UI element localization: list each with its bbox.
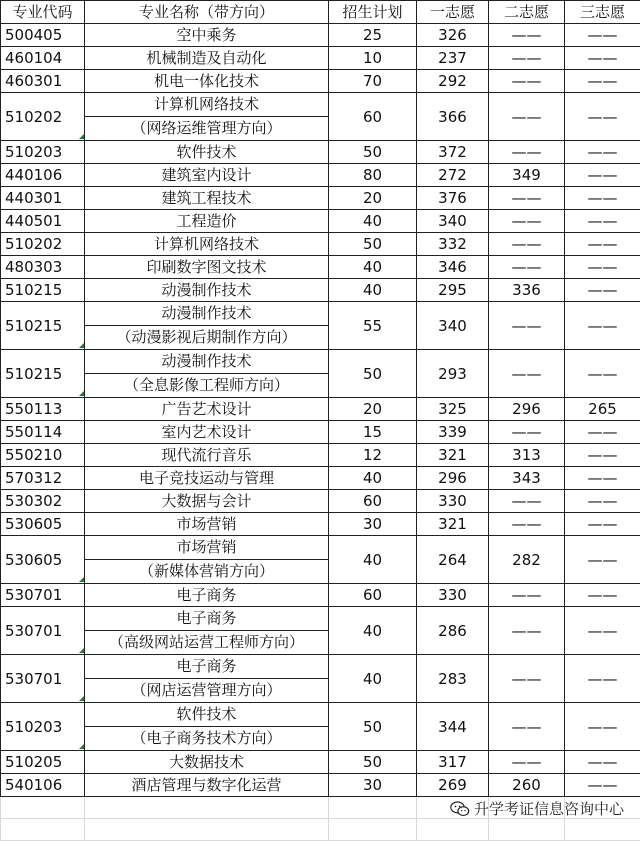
table-row <box>1 350 640 398</box>
cell-marker-icon <box>79 391 84 396</box>
third-choice-score: 265 <box>565 398 640 421</box>
major-code-text: 510202 <box>5 108 62 126</box>
major-code <box>1 655 85 703</box>
cell-marker-icon <box>79 343 84 348</box>
third-choice-score: —— <box>565 24 640 47</box>
major-code: 440301 <box>1 187 85 210</box>
major-direction-line: （全息影像工程师方向） <box>85 374 328 397</box>
second-choice-score: —— <box>489 141 565 164</box>
third-choice-score: —— <box>565 47 640 70</box>
first-choice-score: 317 <box>417 751 489 774</box>
third-choice-score: —— <box>565 490 640 513</box>
major-code-text: 530605 <box>5 551 62 569</box>
major-name: 印刷数字图文技术 <box>85 256 329 279</box>
first-choice-score: 376 <box>417 187 489 210</box>
enrollment-plan: 50 <box>329 233 417 256</box>
third-choice-score: —— <box>565 703 640 751</box>
header-code: 专业代码 <box>1 1 85 24</box>
table-row <box>1 47 640 70</box>
first-choice-score: 295 <box>417 279 489 302</box>
enrollment-plan: 60 <box>329 93 417 141</box>
enrollment-plan: 60 <box>329 490 417 513</box>
major-code: 550114 <box>1 421 85 444</box>
major-code <box>1 350 85 398</box>
second-choice-score: —— <box>489 751 565 774</box>
major-code: 540106 <box>1 774 85 797</box>
second-choice-score: —— <box>489 187 565 210</box>
second-choice-score: —— <box>489 490 565 513</box>
first-choice-score: 293 <box>417 350 489 398</box>
table-row <box>1 513 640 536</box>
major-code: 510203 <box>1 141 85 164</box>
major-name <box>85 703 329 751</box>
enrollment-plan: 10 <box>329 47 417 70</box>
major-name-line: 动漫制作技术 <box>85 302 328 326</box>
major-name <box>85 607 329 655</box>
major-name-line: 电子商务 <box>85 655 328 679</box>
table-row <box>1 490 640 513</box>
cell-marker-icon <box>79 134 84 139</box>
wechat-icon <box>450 800 470 818</box>
enrollment-plan: 15 <box>329 421 417 444</box>
major-name <box>85 93 329 141</box>
third-choice-score: —— <box>565 774 640 797</box>
table-row <box>1 24 640 47</box>
first-choice-score: 272 <box>417 164 489 187</box>
major-name-line: 软件技术 <box>85 703 328 727</box>
major-code: 530605 <box>1 513 85 536</box>
table-row <box>1 751 640 774</box>
second-choice-score: —— <box>489 350 565 398</box>
table-row <box>1 655 640 703</box>
empty-row <box>1 819 640 841</box>
header-row <box>1 1 640 24</box>
major-code: 500405 <box>1 24 85 47</box>
empty-cell <box>329 819 417 841</box>
major-name: 室内艺术设计 <box>85 421 329 444</box>
third-choice-score: —— <box>565 607 640 655</box>
empty-cell <box>417 819 489 841</box>
table-row <box>1 444 640 467</box>
cell-marker-icon <box>79 696 84 701</box>
major-code: 480303 <box>1 256 85 279</box>
enrollment-plan: 50 <box>329 703 417 751</box>
major-name-line: 计算机网络技术 <box>85 93 328 117</box>
second-choice-score: —— <box>489 24 565 47</box>
first-choice-score: 372 <box>417 141 489 164</box>
third-choice-score: —— <box>565 93 640 141</box>
enrollment-plan: 40 <box>329 655 417 703</box>
major-code: 510205 <box>1 751 85 774</box>
first-choice-score: 330 <box>417 584 489 607</box>
cell-marker-icon <box>79 648 84 653</box>
major-name: 计算机网络技术 <box>85 233 329 256</box>
cell-marker-icon <box>79 744 84 749</box>
header-first-choice: 一志愿 <box>417 1 489 24</box>
enrollment-plan: 50 <box>329 751 417 774</box>
enrollment-plan: 12 <box>329 444 417 467</box>
third-choice-score: —— <box>565 584 640 607</box>
major-name: 电子商务 <box>85 584 329 607</box>
major-code: 440501 <box>1 210 85 233</box>
table-row <box>1 584 640 607</box>
table-row <box>1 210 640 233</box>
third-choice-score: —— <box>565 233 640 256</box>
major-code-text: 530701 <box>5 670 62 688</box>
first-choice-score: 283 <box>417 655 489 703</box>
enrollment-plan: 40 <box>329 279 417 302</box>
second-choice-score: —— <box>489 703 565 751</box>
second-choice-score: —— <box>489 70 565 93</box>
third-choice-score: —— <box>565 350 640 398</box>
major-direction-line: （电子商务技术方向） <box>85 727 328 750</box>
third-choice-score: —— <box>565 467 640 490</box>
major-name: 广告艺术设计 <box>85 398 329 421</box>
header-major-name: 专业名称（带方向） <box>85 1 329 24</box>
second-choice-score: 343 <box>489 467 565 490</box>
second-choice-score: —— <box>489 302 565 350</box>
table-row <box>1 467 640 490</box>
third-choice-score: —— <box>565 444 640 467</box>
third-choice-score: —— <box>565 751 640 774</box>
table-row <box>1 607 640 655</box>
major-name: 大数据技术 <box>85 751 329 774</box>
major-name: 建筑工程技术 <box>85 187 329 210</box>
major-name: 酒店管理与数字化运营 <box>85 774 329 797</box>
enrollment-plan: 40 <box>329 210 417 233</box>
enrollment-plan: 50 <box>329 141 417 164</box>
enrollment-plan: 40 <box>329 536 417 584</box>
second-choice-score: —— <box>489 584 565 607</box>
empty-cell <box>565 819 640 841</box>
major-name-line: 市场营销 <box>85 536 328 560</box>
table-row <box>1 421 640 444</box>
empty-cell <box>489 819 565 841</box>
major-code-text: 510215 <box>5 365 62 383</box>
second-choice-score: —— <box>489 513 565 536</box>
major-code-text: 530701 <box>5 622 62 640</box>
second-choice-score: 296 <box>489 398 565 421</box>
watermark <box>450 798 624 819</box>
header-second-choice: 二志愿 <box>489 1 565 24</box>
first-choice-score: 292 <box>417 70 489 93</box>
major-name: 软件技术 <box>85 141 329 164</box>
enrollment-plan: 55 <box>329 302 417 350</box>
major-direction-line: （网络运维管理方向） <box>85 117 328 140</box>
enrollment-plan: 40 <box>329 256 417 279</box>
major-code-text: 510203 <box>5 718 62 736</box>
enrollment-plan: 80 <box>329 164 417 187</box>
third-choice-score: —— <box>565 70 640 93</box>
major-code: 530302 <box>1 490 85 513</box>
first-choice-score: 332 <box>417 233 489 256</box>
enrollment-plan: 20 <box>329 398 417 421</box>
major-name: 动漫制作技术 <box>85 279 329 302</box>
major-code: 460104 <box>1 47 85 70</box>
enrollment-plan: 40 <box>329 607 417 655</box>
first-choice-score: 339 <box>417 421 489 444</box>
table-row <box>1 93 640 141</box>
first-choice-score: 326 <box>417 24 489 47</box>
third-choice-score: —— <box>565 187 640 210</box>
third-choice-score: —— <box>565 536 640 584</box>
enrollment-plan: 40 <box>329 467 417 490</box>
third-choice-score: —— <box>565 279 640 302</box>
second-choice-score: —— <box>489 210 565 233</box>
third-choice-score: —— <box>565 513 640 536</box>
second-choice-score: 313 <box>489 444 565 467</box>
third-choice-score: —— <box>565 141 640 164</box>
first-choice-score: 330 <box>417 490 489 513</box>
empty-cell <box>85 797 329 819</box>
empty-cell <box>1 819 85 841</box>
major-code <box>1 536 85 584</box>
table-row <box>1 187 640 210</box>
first-choice-score: 269 <box>417 774 489 797</box>
third-choice-score: —— <box>565 302 640 350</box>
major-direction-line: （新媒体营销方向） <box>85 560 328 583</box>
table-row <box>1 703 640 751</box>
table-row <box>1 233 640 256</box>
enrollment-plan: 25 <box>329 24 417 47</box>
table-row <box>1 279 640 302</box>
first-choice-score: 346 <box>417 256 489 279</box>
major-name-line: 动漫制作技术 <box>85 350 328 374</box>
major-name: 建筑室内设计 <box>85 164 329 187</box>
enrollment-plan: 30 <box>329 513 417 536</box>
first-choice-score: 344 <box>417 703 489 751</box>
major-code: 440106 <box>1 164 85 187</box>
table-row <box>1 256 640 279</box>
first-choice-score: 321 <box>417 444 489 467</box>
second-choice-score: 260 <box>489 774 565 797</box>
major-code: 550113 <box>1 398 85 421</box>
major-name <box>85 536 329 584</box>
third-choice-score: —— <box>565 655 640 703</box>
major-code: 530701 <box>1 584 85 607</box>
major-name: 现代流行音乐 <box>85 444 329 467</box>
major-name: 电子竞技运动与管理 <box>85 467 329 490</box>
empty-cell <box>329 797 417 819</box>
second-choice-score: 282 <box>489 536 565 584</box>
third-choice-score: —— <box>565 256 640 279</box>
major-name-line: 电子商务 <box>85 607 328 631</box>
major-code: 510202 <box>1 233 85 256</box>
major-name <box>85 655 329 703</box>
table-row <box>1 141 640 164</box>
first-choice-score: 340 <box>417 210 489 233</box>
major-name <box>85 302 329 350</box>
major-direction-line: （高级网站运营工程师方向） <box>85 631 328 654</box>
enrollment-plan: 50 <box>329 350 417 398</box>
first-choice-score: 296 <box>417 467 489 490</box>
second-choice-score: —— <box>489 47 565 70</box>
first-choice-score: 340 <box>417 302 489 350</box>
table-row <box>1 70 640 93</box>
first-choice-score: 286 <box>417 607 489 655</box>
table-row <box>1 164 640 187</box>
enrollment-plan: 20 <box>329 187 417 210</box>
header-third-choice: 三志愿 <box>565 1 640 24</box>
first-choice-score: 321 <box>417 513 489 536</box>
enrollment-plan: 60 <box>329 584 417 607</box>
first-choice-score: 237 <box>417 47 489 70</box>
major-code <box>1 93 85 141</box>
table-row <box>1 774 640 797</box>
second-choice-score: —— <box>489 655 565 703</box>
major-code <box>1 703 85 751</box>
enrollment-plan: 70 <box>329 70 417 93</box>
major-direction-line: （网店运营管理方向） <box>85 679 328 702</box>
major-name: 大数据与会计 <box>85 490 329 513</box>
third-choice-score: —— <box>565 164 640 187</box>
second-choice-score: —— <box>489 233 565 256</box>
major-code: 510215 <box>1 279 85 302</box>
major-code <box>1 302 85 350</box>
third-choice-score: —— <box>565 210 640 233</box>
header-enrollment-plan: 招生计划 <box>329 1 417 24</box>
major-name: 机械制造及自动化 <box>85 47 329 70</box>
enrollment-plan: 30 <box>329 774 417 797</box>
second-choice-score: —— <box>489 256 565 279</box>
major-name: 机电一体化技术 <box>85 70 329 93</box>
major-name: 空中乘务 <box>85 24 329 47</box>
major-code-text: 510215 <box>5 317 62 335</box>
second-choice-score: —— <box>489 607 565 655</box>
major-name <box>85 350 329 398</box>
second-choice-score: —— <box>489 421 565 444</box>
first-choice-score: 264 <box>417 536 489 584</box>
empty-cell <box>1 797 85 819</box>
table-body <box>1 1 640 841</box>
second-choice-score: —— <box>489 93 565 141</box>
watermark-text: 升学考证信息咨询中心 <box>474 798 624 819</box>
table-row <box>1 536 640 584</box>
third-choice-score: —— <box>565 421 640 444</box>
second-choice-score: 349 <box>489 164 565 187</box>
first-choice-score: 366 <box>417 93 489 141</box>
major-code <box>1 607 85 655</box>
major-direction-line: （动漫影视后期制作方向） <box>85 326 328 349</box>
cell-marker-icon <box>79 577 84 582</box>
table-row <box>1 398 640 421</box>
major-name: 市场营销 <box>85 513 329 536</box>
major-code: 570312 <box>1 467 85 490</box>
second-choice-score: 336 <box>489 279 565 302</box>
first-choice-score: 325 <box>417 398 489 421</box>
empty-cell <box>85 819 329 841</box>
table-row <box>1 302 640 350</box>
major-name: 工程造价 <box>85 210 329 233</box>
major-code: 460301 <box>1 70 85 93</box>
major-code: 550210 <box>1 444 85 467</box>
